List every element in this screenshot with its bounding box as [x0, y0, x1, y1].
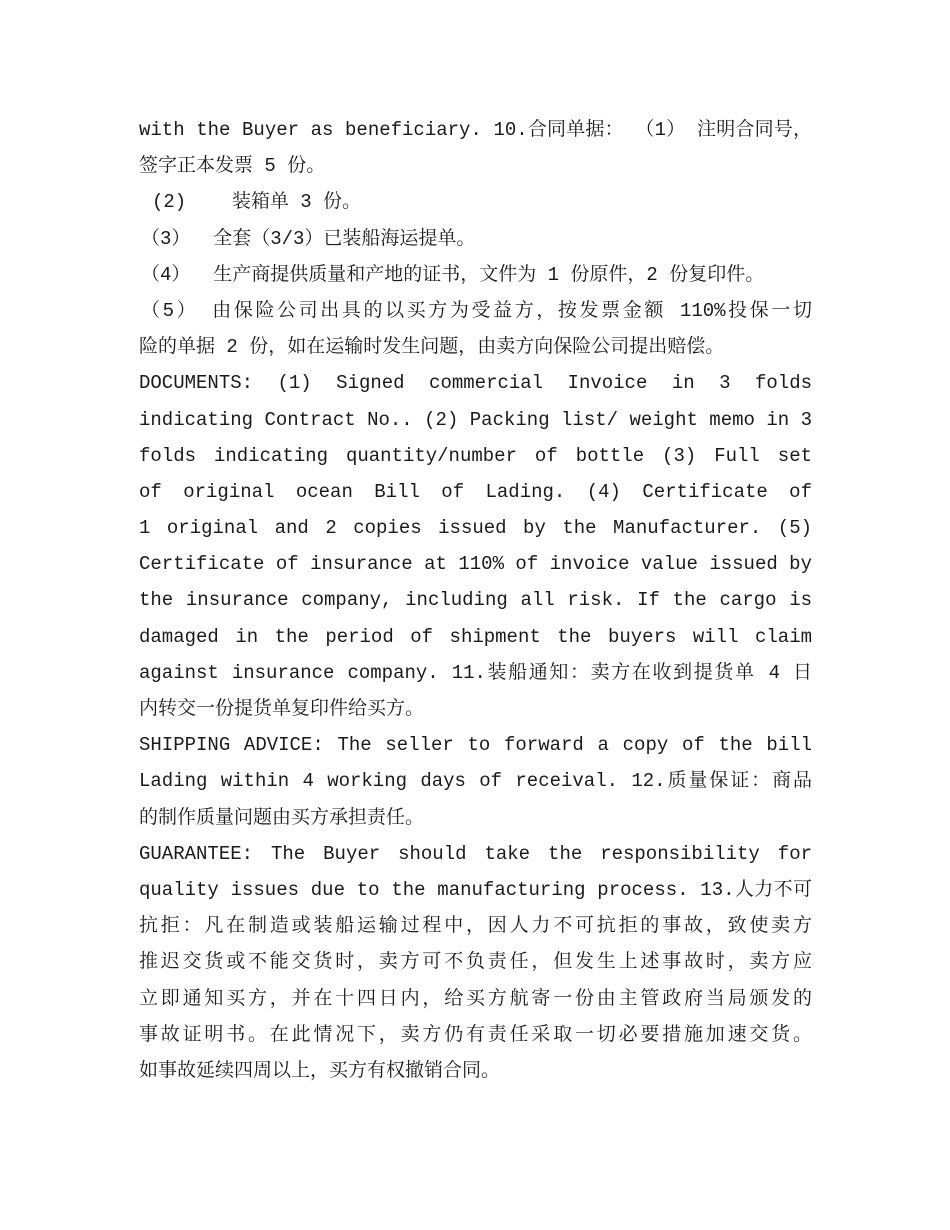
text-line: indicating Contract No.. (2) Packing list/ weight memo in 3 — [139, 408, 812, 431]
text-line: 的制作质量问题由买方承担责任。 — [139, 806, 425, 829]
text-line: 险的单据 2 份，如在运输时发生问题，由卖方向保险公司提出赔偿。 — [139, 336, 725, 359]
text-line: 签字正本发票 5 份。 — [139, 155, 326, 178]
text-line: （4） 生产商提供质量和产地的证书，文件为 1 份原件，2 份复印件。 — [141, 263, 765, 286]
text-line: （5） 由保险公司出具的以买方为受益方，按发票金额 110%投保一切 — [141, 299, 812, 322]
text-line: quality issues due to the manufacturing process. 13.人力不可 — [139, 878, 812, 901]
text-line: the insurance company, including all risk. If the cargo is — [139, 589, 812, 612]
text-line: 事故证明书。在此情况下，卖方仍有责任采取一切必要措施加速交货。 — [139, 1023, 812, 1046]
text-line: 1 original and 2 copies issued by the Manufacturer. (5) — [139, 517, 812, 540]
text-line: Lading within 4 working days of receival. 12.质量保证：商品 — [139, 770, 812, 793]
text-line: DOCUMENTS: (1) Signed commercial Invoice in 3 folds — [139, 372, 812, 395]
text-line: of original ocean Bill of Lading. (4) Certificate of — [139, 480, 812, 503]
text-line: damaged in the period of shipment the buyers will claim — [139, 625, 812, 648]
text-line: SHIPPING ADVICE: The seller to forward a copy of the bill — [139, 734, 812, 757]
text-line: (2) 装箱单 3 份。 — [152, 191, 362, 214]
text-line: 抗拒：凡在制造或装船运输过程中，因人力不可抗拒的事故，致使卖方 — [139, 915, 812, 938]
text-line: with the Buyer as beneficiary. 10.合同单据： （1） 注明合同号， — [139, 119, 812, 141]
text-line: 推迟交货或不能交货时，卖方可不负责任，但发生上述事故时，卖方应 — [139, 951, 812, 974]
text-line: 立即通知买方，并在十四日内，给买方航寄一份由主管政府当局颁发的 — [139, 987, 812, 1010]
text-line: 内转交一份提货单复印件给买方。 — [139, 698, 425, 720]
text-line: （3） 全套（3/3）已装船海运提单。 — [141, 227, 476, 250]
text-line: against insurance company. 11.装船通知：卖方在收到提货单 4 日 — [139, 661, 812, 684]
text-line: 如事故延续四周以上，买方有权撤销合同。 — [139, 1059, 501, 1082]
text-line: Certificate of insurance at 110% of invoice value issued by — [139, 553, 812, 576]
text-line: GUARANTEE: The Buyer should take the responsibility for — [139, 842, 812, 865]
text-line: folds indicating quantity/number of bottle (3) Full set — [139, 444, 812, 467]
